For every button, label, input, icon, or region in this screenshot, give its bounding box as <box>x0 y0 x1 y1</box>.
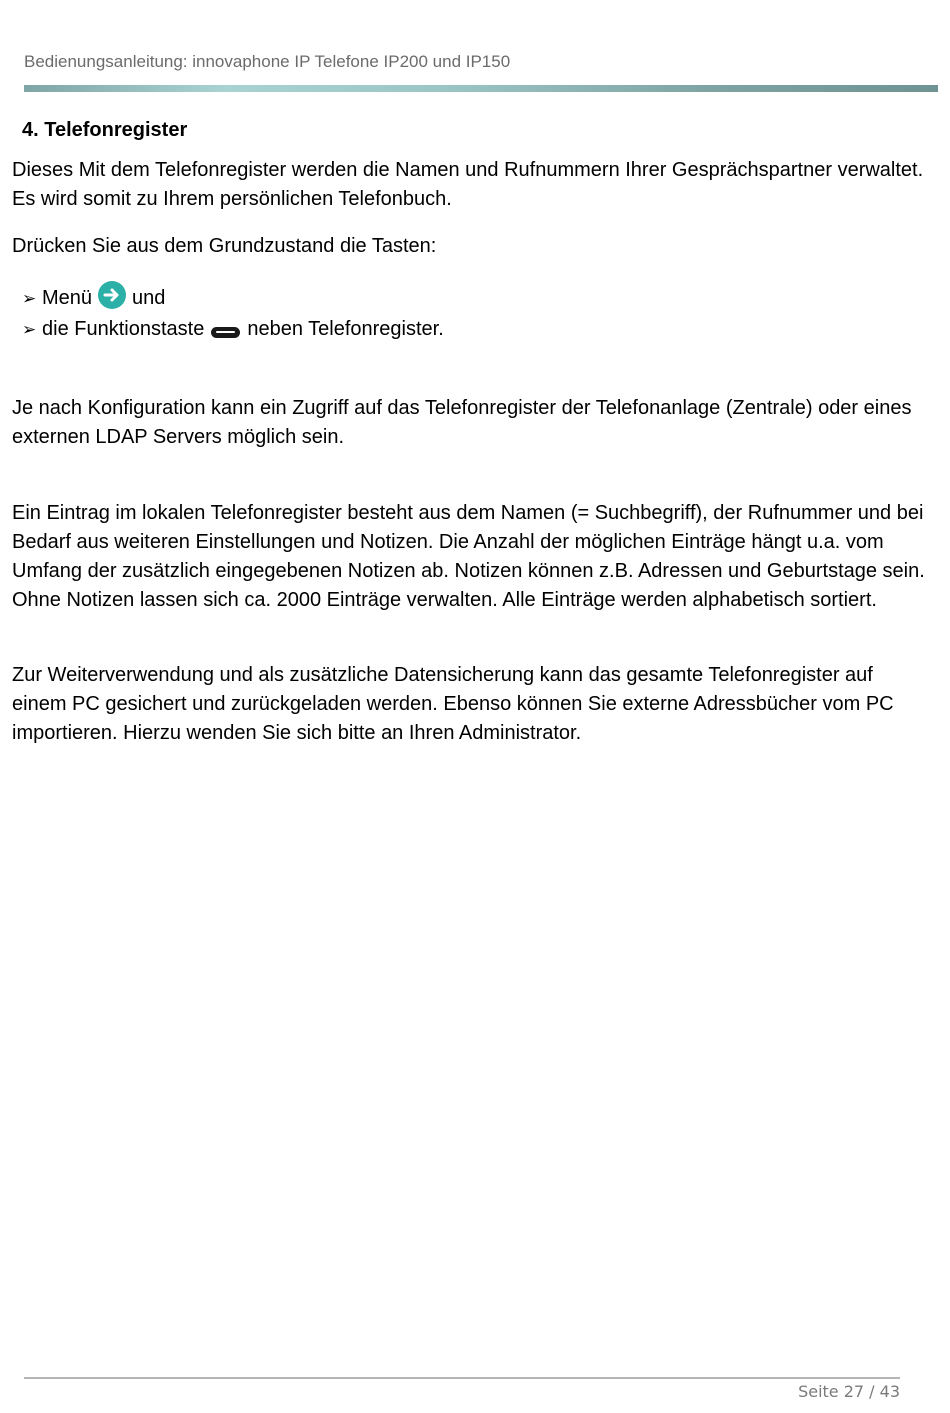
header-accent-bar <box>24 85 938 92</box>
section-heading: 4. Telefonregister <box>22 119 188 141</box>
bullet-text-after: neben Telefonregister. <box>247 318 444 340</box>
bullet-function-key <box>22 315 444 344</box>
entry-description-paragraph: Ein Eintrag im lokalen Telefonregister besteht aus dem Namen (= Suchbegriff), der Rufnummer und bei Bedarf aus weiteren Einstellungen und Notizen. Die Anzahl der möglichen Einträge hängt u.a. vom Umfang der zusätzlich eingegebenen Notizen ab. Notizen können z.B. Adressen und Geburtstage sein. Ohne Notizen lassen sich ca. 2000 Einträge verwalten. Alle Einträge werden alphabetisch sortiert. <box>12 502 925 611</box>
bullet-text-before: die Funktionstaste <box>42 318 205 340</box>
bullet-arrow-icon: ➢ <box>22 320 37 339</box>
menu-arrow-icon <box>98 281 126 309</box>
footer-divider <box>24 1377 900 1379</box>
intro-paragraph: Dieses Mit dem Telefonregister werden die Namen und Rufnummern Ihrer Gesprächspartner verwaltet. Es wird somit zu Ihrem persönlichen Telefonbuch. <box>12 159 924 210</box>
backup-paragraph: Zur Weiterverwendung und als zusätzliche Datensicherung kann das gesamte Telefonregister auf einem PC gesichert und zurückgeladen werden. Ebenso können Sie externe Adressbücher vom PC importieren. Hierzu wenden Sie sich bitte an Ihren Administrator. <box>12 664 894 744</box>
document-title: Bedienungsanleitung: innovaphone IP Telefone IP200 und IP150 <box>24 52 511 71</box>
configuration-paragraph: Je nach Konfiguration kann ein Zugriff auf das Telefonregister der Telefonanlage (Zentrale) oder eines externen LDAP Servers möglich sein. <box>12 397 912 448</box>
instruction-paragraph: Drücken Sie aus dem Grundzustand die Tasten: <box>12 235 437 257</box>
function-key-icon <box>211 327 240 338</box>
bullet-menu <box>22 284 165 313</box>
bullet-arrow-icon: ➢ <box>22 289 37 308</box>
bullet-text-before: Menü <box>42 287 93 309</box>
page-number: Seite 27 / 43 <box>798 1382 900 1401</box>
bullet-text-after: und <box>132 287 166 309</box>
